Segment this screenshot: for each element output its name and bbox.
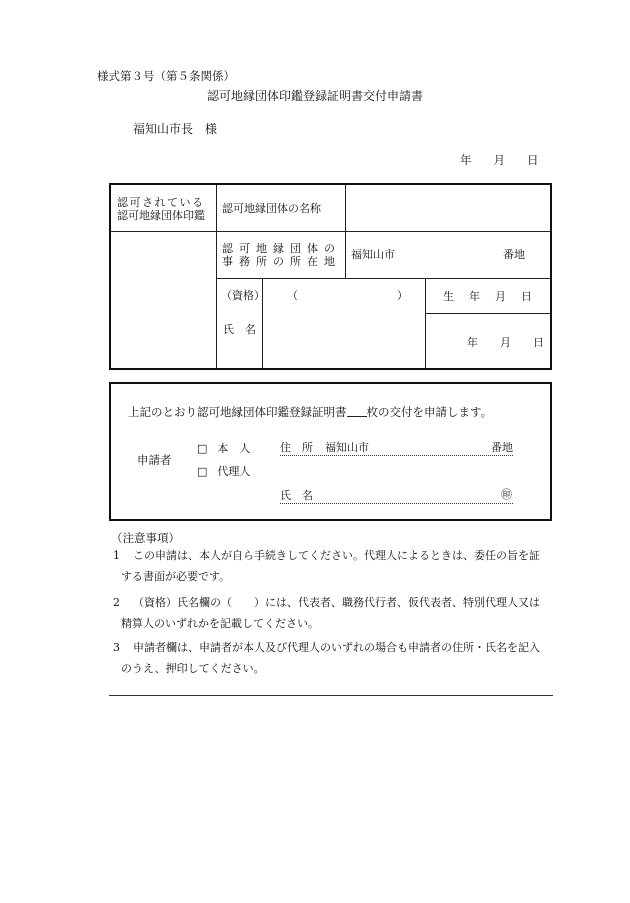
- qualification-paren-open: （: [287, 289, 298, 302]
- date-month-label: 月: [493, 153, 505, 167]
- note-line1: 申請者欄は、申請者が本人及び代理人のいずれの場合も申請者の住所・氏名を記入: [133, 641, 540, 654]
- note-line1: （資格）氏名欄の（ ）には、代表者、職務代行者、仮代表者、特別代理人又は: [133, 596, 540, 609]
- request-sentence: [128, 405, 492, 419]
- option-agent-checkbox[interactable]: □: [197, 465, 208, 478]
- applicant-address-dotted-line[interactable]: [280, 455, 513, 456]
- seal-header: [117, 196, 205, 222]
- office-address-label: [222, 242, 341, 268]
- applicant-address-label: 住 所: [280, 441, 313, 454]
- birth-month-label: 月: [500, 336, 511, 349]
- note-item: [111, 592, 571, 634]
- applicant-address-banchi: 番地: [491, 441, 513, 454]
- option-self-label: 本 人: [217, 442, 251, 455]
- seal-header-line1: 認可されている: [117, 196, 205, 209]
- applicant-name-dotted-line[interactable]: [280, 503, 513, 504]
- date-year-label: 年: [460, 153, 472, 167]
- option-self-checkbox[interactable]: □: [197, 442, 208, 455]
- org-name-label: 認可地縁団体の名称: [222, 202, 321, 215]
- request-box: [109, 382, 552, 521]
- note-item: [111, 637, 571, 679]
- applicant-label: 申請者: [137, 453, 172, 467]
- org-name-field[interactable]: [351, 202, 541, 216]
- note-number: 3: [113, 641, 120, 654]
- office-address-banchi: 番地: [503, 248, 525, 261]
- representative-name-field[interactable]: [269, 317, 419, 357]
- option-self[interactable]: [197, 442, 250, 455]
- option-agent-label: 代理人: [217, 465, 251, 478]
- birth-date-label: 生 年 月 日: [443, 290, 534, 303]
- addressee: 福知山市長 様: [133, 122, 218, 136]
- option-agent[interactable]: [197, 465, 250, 478]
- note-item: [111, 545, 571, 587]
- birth-day-label: 日: [533, 336, 544, 349]
- document-title: 認可地縁団体印鑑登録証明書交付申請書: [206, 89, 423, 103]
- note-line2: 精算人のいずれかを記載してください。: [121, 617, 319, 630]
- office-address-label-line2: 事務所の所在地: [222, 255, 341, 268]
- birth-year-label: 年: [467, 336, 478, 349]
- seal-header-line2: 認可地縁団体印鑑: [117, 209, 205, 222]
- request-sentence-prefix: 上記のとおり認可地縁団体印鑑登録証明書: [128, 405, 347, 419]
- applicant-address-city: 福知山市: [325, 441, 369, 454]
- note-number: 1: [113, 549, 120, 562]
- qualification-label: （資格）: [221, 289, 265, 302]
- note-line1: この申請は、本人が自ら手続きしてください。代理人によるときは、委任の旨を証: [133, 549, 540, 562]
- date-day-label: 日: [527, 153, 539, 167]
- note-line2: のうえ、押印してください。: [121, 662, 265, 675]
- seal-mark: ㊞: [501, 488, 512, 501]
- office-address-label-line1: 認可地縁団体の: [222, 242, 341, 255]
- representative-name-label: 氏 名: [223, 323, 256, 336]
- form-number-label: 様式第３号（第５条関係）: [97, 69, 235, 83]
- qualification-paren-close: ）: [397, 289, 408, 302]
- office-address-field[interactable]: [401, 246, 496, 262]
- qualification-field[interactable]: [301, 288, 393, 302]
- application-date[interactable]: [460, 152, 539, 168]
- office-address-city: 福知山市: [351, 248, 395, 261]
- note-number: 2: [113, 596, 120, 609]
- bottom-divider: [109, 695, 553, 696]
- applicant-name-label: 氏 名: [280, 489, 313, 502]
- seal-info-table: [109, 183, 552, 370]
- notes-heading: （注意事項）: [111, 531, 180, 545]
- certificate-count-field[interactable]: [347, 405, 367, 417]
- birth-date-field[interactable]: [467, 336, 547, 349]
- request-sentence-suffix: 枚の交付を申請します。: [366, 405, 493, 419]
- note-line2: する書面が必要です。: [121, 570, 231, 583]
